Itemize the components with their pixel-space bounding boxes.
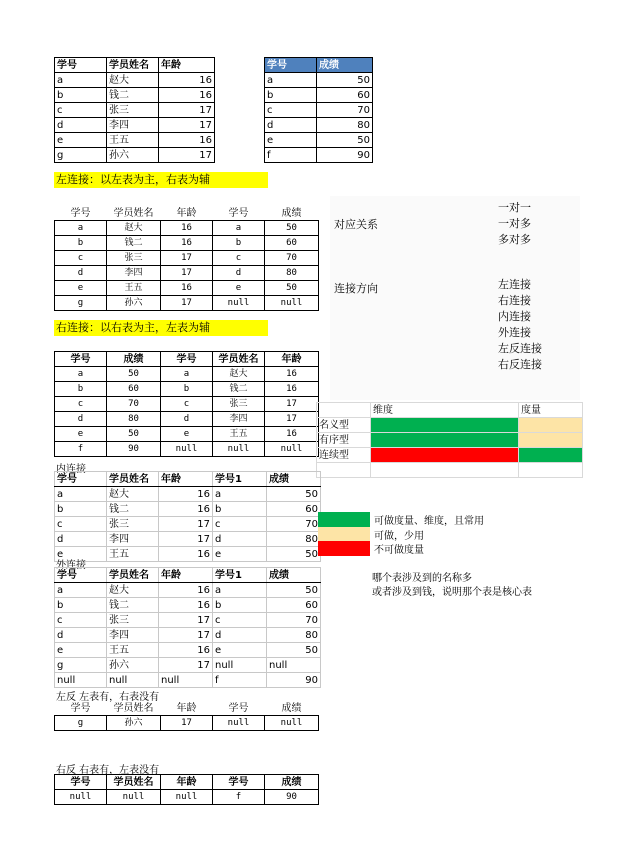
students-table (54, 57, 215, 163)
table-cell: 16 (159, 547, 213, 562)
table-cell: null (107, 673, 159, 688)
column-header: 学员姓名 (213, 352, 265, 367)
table-cell: c (265, 103, 317, 118)
table-cell: 孙六 (107, 148, 159, 163)
column-header: 学员姓名 (107, 775, 161, 790)
table-cell: d (55, 118, 107, 133)
table-cell: d (213, 628, 267, 643)
table-cell: 王五 (107, 643, 159, 658)
column-header: 学号 (55, 568, 107, 583)
table-header-row (55, 352, 319, 367)
column-header: 学员姓名 (107, 472, 159, 487)
table-cell: 50 (317, 73, 373, 88)
table-cell: e (213, 643, 267, 658)
table-row (55, 148, 215, 163)
table-cell: d (213, 266, 265, 281)
column-header: 学号 (213, 206, 265, 221)
table-cell: e (161, 427, 213, 442)
table-cell: b (55, 382, 107, 397)
table-cell: 17 (159, 103, 215, 118)
table-row (55, 613, 321, 628)
table-cell: 孙六 (107, 716, 161, 731)
table-cell: 50 (107, 427, 161, 442)
column-header: 学员姓名 (107, 568, 159, 583)
legend-swatch-green (318, 512, 370, 527)
table-cell: b (213, 502, 267, 517)
table-cell: g (55, 296, 107, 311)
column-header: 学员姓名 (107, 701, 161, 716)
relation-item: 一对一 (498, 201, 531, 214)
table-cell: f (55, 442, 107, 457)
table-cell: 赵大 (107, 487, 159, 502)
table-cell: 90 (107, 442, 161, 457)
table-cell: 17 (159, 628, 213, 643)
usage-grid (316, 402, 583, 478)
table-row (55, 251, 319, 266)
table-cell: null (213, 296, 265, 311)
table-cell: 16 (159, 583, 213, 598)
cell-tan (519, 418, 583, 433)
table-row (55, 716, 319, 731)
direction-item: 外连接 (498, 326, 531, 339)
table-cell: a (55, 367, 107, 382)
table-cell: null (213, 658, 267, 673)
column-header: 年龄 (161, 775, 213, 790)
legend-item (318, 541, 484, 556)
column-header: 学号 (213, 775, 265, 790)
table-cell: 50 (267, 583, 321, 598)
table-cell: 16 (265, 367, 319, 382)
column-header: 年龄 (159, 472, 213, 487)
table-cell: 赵大 (107, 73, 159, 88)
table-cell: 张三 (213, 397, 265, 412)
directions-list (498, 277, 542, 373)
column-header: 学号 (161, 352, 213, 367)
table-cell: e (55, 547, 107, 562)
table-cell: 70 (107, 397, 161, 412)
right-anti-note: 右反 右表有，左表没有 (56, 765, 160, 776)
table-cell: 17 (161, 251, 213, 266)
table-cell: b (55, 598, 107, 613)
table-cell: null (159, 673, 213, 688)
column-header: 学号 (55, 701, 107, 716)
grid-row (317, 448, 583, 463)
relation-item: 多对多 (498, 233, 531, 246)
relation-item: 一对多 (498, 217, 531, 230)
directions-label: 连接方向 (334, 282, 378, 295)
table-cell: 80 (107, 412, 161, 427)
cell-green (371, 418, 519, 433)
column-header: 学号 (213, 701, 265, 716)
table-row (55, 487, 321, 502)
column-header: 成绩 (265, 701, 319, 716)
table-row (265, 88, 373, 103)
table-cell: 17 (161, 716, 213, 731)
table-cell: c (213, 613, 267, 628)
table-header-row (265, 58, 373, 73)
table-cell: d (265, 118, 317, 133)
table-cell: 16 (159, 133, 215, 148)
table-row (55, 598, 321, 613)
table-cell: b (55, 88, 107, 103)
legend-text: 不可做度量 (374, 545, 424, 556)
table-header-row (55, 701, 319, 716)
table-row (265, 148, 373, 163)
table-cell: 60 (107, 382, 161, 397)
note-line: 或者涉及到钱，说明那个表是核心表 (372, 587, 532, 598)
legend-text: 可做，少用 (374, 530, 424, 542)
table-cell: 16 (265, 382, 319, 397)
table-cell: 17 (161, 296, 213, 311)
table-cell: null (265, 442, 319, 457)
table-row (265, 73, 373, 88)
grid-row-label: 有序型 (317, 433, 371, 448)
column-header: 学号 (55, 352, 107, 367)
cell-green (519, 448, 583, 463)
table-cell: null (265, 716, 319, 731)
table-cell: 16 (159, 598, 213, 613)
table-cell: 60 (317, 88, 373, 103)
table-row (55, 517, 321, 532)
table-cell: e (55, 643, 107, 658)
table-cell: 王五 (107, 133, 159, 148)
column-header: 学号 (55, 472, 107, 487)
table-cell: 17 (159, 532, 213, 547)
table-cell: 17 (159, 613, 213, 628)
table-row (55, 532, 321, 547)
core-table-note (372, 572, 532, 600)
table-header-row (55, 775, 319, 790)
legend-swatch-tan (318, 527, 370, 541)
table-cell: 17 (159, 658, 213, 673)
table-cell: 17 (265, 397, 319, 412)
table-cell: 90 (317, 148, 373, 163)
table-row (55, 73, 215, 88)
cell-tan (519, 433, 583, 448)
column-header: 年龄 (159, 568, 213, 583)
table-cell: 张三 (107, 613, 159, 628)
table-cell: 70 (265, 251, 319, 266)
table-row (55, 658, 321, 673)
table-cell: null (107, 790, 161, 805)
column-header: 学号 (55, 775, 107, 790)
table-cell: c (55, 103, 107, 118)
cell-green (371, 433, 519, 448)
table-cell: c (213, 517, 267, 532)
column-header: 学号1 (213, 568, 267, 583)
grid-header-row (317, 403, 583, 418)
table-cell: a (55, 487, 107, 502)
table-cell: 钱二 (107, 598, 159, 613)
table-cell: 17 (161, 266, 213, 281)
grid-col-header: 度量 (519, 403, 583, 418)
right-join-note: 右连接：以右表为主，左表为辅 (54, 320, 268, 336)
column-header: 学号1 (213, 472, 267, 487)
table-cell: null (267, 658, 321, 673)
table-cell: d (55, 412, 107, 427)
table-row (55, 118, 215, 133)
table-row (55, 442, 319, 457)
table-cell: g (55, 148, 107, 163)
table-cell: a (213, 487, 267, 502)
column-header: 成绩 (267, 472, 321, 487)
table-row (55, 236, 319, 251)
table-cell: 16 (159, 502, 213, 517)
direction-item: 左连接 (498, 278, 531, 291)
column-header: 学号 (265, 58, 317, 73)
table-header-row (55, 472, 321, 487)
table-cell: e (55, 427, 107, 442)
column-header: 学号 (55, 206, 107, 221)
left-join-table (54, 206, 319, 311)
table-cell: c (55, 517, 107, 532)
table-row (55, 628, 321, 643)
column-header: 学员姓名 (107, 58, 159, 73)
table-cell: a (213, 221, 265, 236)
table-row (55, 88, 215, 103)
table-cell: 17 (159, 517, 213, 532)
table-cell: d (161, 412, 213, 427)
table-cell: null (265, 296, 319, 311)
table-cell: 16 (265, 427, 319, 442)
outer-join-table (54, 567, 321, 688)
table-cell: c (161, 397, 213, 412)
cell-red (371, 448, 519, 463)
table-cell: 李四 (213, 412, 265, 427)
table-row (55, 221, 319, 236)
table-cell: e (55, 281, 107, 296)
table-cell: 李四 (107, 628, 159, 643)
table-cell: 70 (267, 517, 321, 532)
table-cell: 王五 (213, 427, 265, 442)
table-cell: c (213, 251, 265, 266)
relations-list (498, 200, 531, 248)
table-cell: 16 (159, 487, 213, 502)
table-cell: 50 (317, 133, 373, 148)
table-cell: 张三 (107, 251, 161, 266)
table-cell: b (213, 598, 267, 613)
table-cell: null (161, 790, 213, 805)
table-cell: e (213, 281, 265, 296)
table-header-row (55, 568, 321, 583)
direction-item: 左反连接 (498, 342, 542, 355)
table-row (55, 427, 319, 442)
table-cell: 李四 (107, 532, 159, 547)
grid-col-header: 维度 (371, 403, 519, 418)
table-row (55, 673, 321, 688)
column-header: 学号 (55, 58, 107, 73)
grid-row-label: 连续型 (317, 448, 371, 463)
table-row (55, 296, 319, 311)
left-anti-table (54, 701, 319, 731)
table-cell: 70 (267, 613, 321, 628)
table-row (55, 583, 321, 598)
table-row (55, 643, 321, 658)
table-cell: b (55, 236, 107, 251)
scores-table (264, 57, 373, 163)
table-cell: 16 (159, 73, 215, 88)
table-cell: 钱二 (107, 502, 159, 517)
table-cell: e (213, 547, 267, 562)
table-cell: c (55, 613, 107, 628)
table-cell: 王五 (107, 281, 161, 296)
legend-swatch-red (318, 541, 370, 556)
table-cell: d (55, 628, 107, 643)
table-cell: 17 (159, 148, 215, 163)
table-cell: d (55, 266, 107, 281)
table-cell: a (55, 73, 107, 88)
table-cell: null (55, 673, 107, 688)
grid-row-label: 名义型 (317, 418, 371, 433)
table-cell: 16 (159, 88, 215, 103)
table-cell: 50 (267, 487, 321, 502)
table-row (55, 382, 319, 397)
table-cell: 孙六 (107, 296, 161, 311)
table-cell: c (55, 397, 107, 412)
table-cell: f (265, 148, 317, 163)
column-header: 成绩 (107, 352, 161, 367)
table-cell: b (161, 382, 213, 397)
table-cell: d (55, 532, 107, 547)
table-cell: 50 (267, 547, 321, 562)
table-cell: 17 (159, 118, 215, 133)
legend-item (318, 512, 484, 527)
inner-join-title: 内连接 (56, 464, 86, 475)
table-row (55, 103, 215, 118)
table-cell: 80 (317, 118, 373, 133)
table-row (265, 133, 373, 148)
left-join-note: 左连接：以左表为主，右表为辅 (54, 172, 268, 188)
table-row (265, 118, 373, 133)
table-row (55, 281, 319, 296)
table-cell: 钱二 (213, 382, 265, 397)
table-cell: 50 (267, 643, 321, 658)
direction-item: 右反连接 (498, 358, 542, 371)
table-cell: 王五 (107, 547, 159, 562)
table-cell: 80 (267, 628, 321, 643)
column-header: 年龄 (159, 58, 215, 73)
table-cell: 孙六 (107, 658, 159, 673)
table-row (55, 367, 319, 382)
table-cell: g (55, 658, 107, 673)
table-cell: g (55, 716, 107, 731)
legend (318, 512, 484, 556)
table-cell: 50 (265, 221, 319, 236)
column-header: 成绩 (267, 568, 321, 583)
column-header: 学员姓名 (107, 206, 161, 221)
table-cell: 70 (317, 103, 373, 118)
table-cell: b (55, 502, 107, 517)
table-cell: 赵大 (107, 221, 161, 236)
table-row (55, 133, 215, 148)
table-cell: 赵大 (213, 367, 265, 382)
table-row (55, 790, 319, 805)
table-cell: 16 (159, 643, 213, 658)
table-cell: 李四 (107, 266, 161, 281)
table-cell: e (265, 133, 317, 148)
table-cell: 17 (265, 412, 319, 427)
table-row (55, 412, 319, 427)
right-join-table (54, 351, 319, 457)
direction-item: 右连接 (498, 294, 531, 307)
table-cell: f (213, 673, 267, 688)
table-cell: 80 (267, 532, 321, 547)
column-header: 年龄 (161, 206, 213, 221)
table-cell: 钱二 (107, 88, 159, 103)
table-cell: null (213, 442, 265, 457)
table-header-row (55, 206, 319, 221)
table-row (265, 103, 373, 118)
table-cell: c (55, 251, 107, 266)
table-cell: 80 (265, 266, 319, 281)
table-cell: 16 (161, 281, 213, 296)
left-anti-note: 左反 左表有，右表没有 (56, 692, 160, 703)
legend-text: 可做度量、维度，且常用 (374, 516, 484, 527)
table-cell: 钱二 (107, 236, 161, 251)
table-cell: 16 (161, 221, 213, 236)
grid-row (317, 418, 583, 433)
table-cell: 赵大 (107, 583, 159, 598)
table-cell: 90 (267, 673, 321, 688)
table-cell: a (55, 221, 107, 236)
column-header: 年龄 (265, 352, 319, 367)
table-cell: 张三 (107, 517, 159, 532)
table-cell: 50 (107, 367, 161, 382)
table-cell: 50 (265, 281, 319, 296)
legend-item (318, 527, 484, 541)
grid-row (317, 433, 583, 448)
table-cell: b (213, 236, 265, 251)
column-header: 成绩 (265, 206, 319, 221)
column-header: 成绩 (317, 58, 373, 73)
table-cell: d (213, 532, 267, 547)
table-cell: null (55, 790, 107, 805)
table-cell: 16 (161, 236, 213, 251)
table-cell: 60 (267, 502, 321, 517)
table-cell: 60 (265, 236, 319, 251)
table-cell: f (213, 790, 265, 805)
table-cell: a (265, 73, 317, 88)
table-cell: 张三 (107, 103, 159, 118)
note-line: 哪个表涉及到的名称多 (372, 573, 472, 584)
table-cell: b (265, 88, 317, 103)
table-cell: a (55, 583, 107, 598)
table-cell: 90 (265, 790, 319, 805)
inner-join-table (54, 471, 321, 562)
table-cell: null (213, 716, 265, 731)
direction-item: 内连接 (498, 310, 531, 323)
table-cell: e (55, 133, 107, 148)
table-cell: a (213, 583, 267, 598)
table-row (55, 502, 321, 517)
right-anti-table (54, 774, 319, 805)
table-header-row (55, 58, 215, 73)
table-cell: 李四 (107, 118, 159, 133)
column-header: 年龄 (161, 701, 213, 716)
table-row (55, 547, 321, 562)
outer-join-title: 外连接 (56, 560, 86, 571)
table-row (55, 397, 319, 412)
column-header: 成绩 (265, 775, 319, 790)
table-cell: 60 (267, 598, 321, 613)
table-row (55, 266, 319, 281)
table-cell: a (161, 367, 213, 382)
relations-label: 对应关系 (334, 218, 378, 231)
table-cell: null (161, 442, 213, 457)
